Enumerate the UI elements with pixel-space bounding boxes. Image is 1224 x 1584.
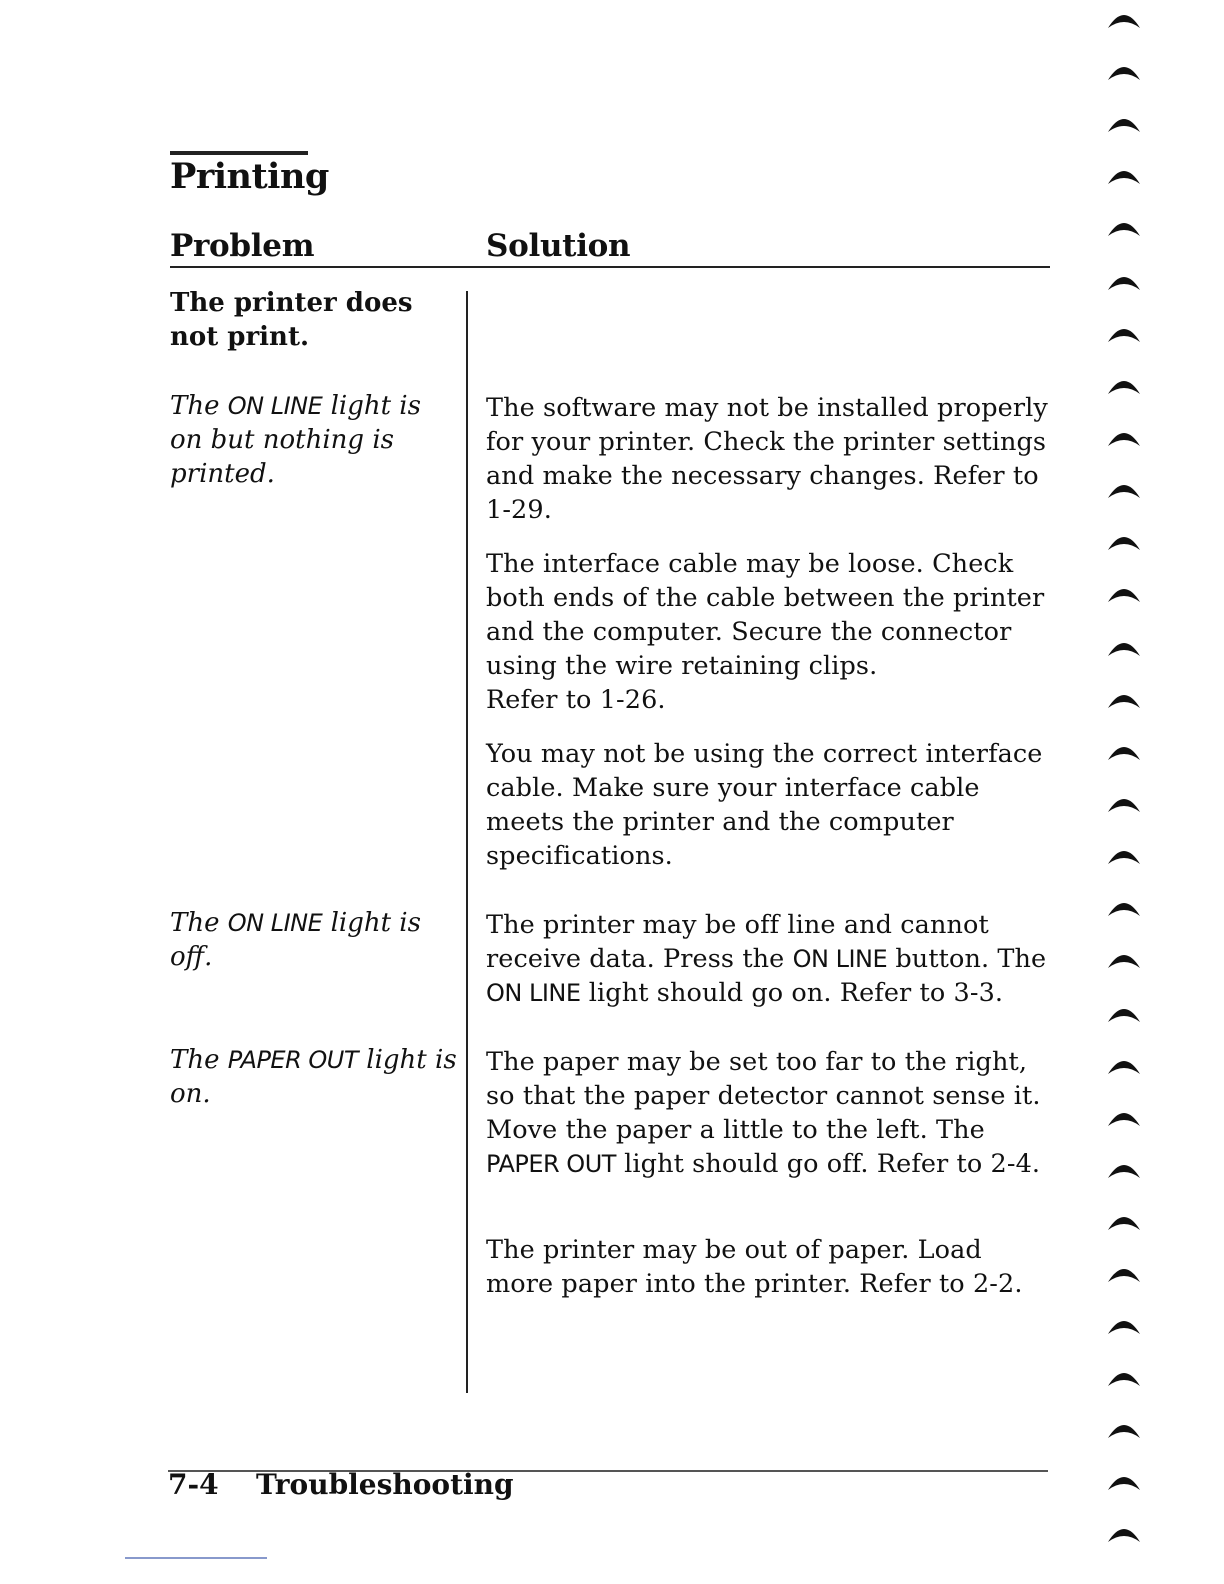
binding-hole-icon xyxy=(1108,695,1140,708)
chapter-title: Troubleshooting xyxy=(256,1468,514,1501)
solution-paper-position xyxy=(486,1045,1056,1181)
scan-edge-mark xyxy=(125,1557,267,1559)
problem-online-on xyxy=(170,389,460,491)
paper-out-label: PAPER OUT xyxy=(486,1150,616,1178)
binding-hole-icon xyxy=(1108,1009,1140,1022)
problem-text: The xyxy=(170,1045,220,1075)
binding-hole-icon xyxy=(1108,1477,1140,1490)
solution-text: The printer may be off line and cannot receive data. Press the xyxy=(486,910,989,974)
binding-hole-icon xyxy=(1108,747,1140,760)
page-number: 7-4 xyxy=(168,1468,219,1501)
binding-hole-icon xyxy=(1108,1113,1140,1126)
problem-online-off xyxy=(170,906,460,974)
solution-out-of-paper: The printer may be out of paper. Load more paper into the printer. Refer to 2-2. xyxy=(486,1235,1023,1299)
binding-hole-icon xyxy=(1108,329,1140,342)
column-divider xyxy=(466,291,468,1393)
solution-offline xyxy=(486,908,1056,1010)
solution-software: The software may not be installed properly for your printer. Check the printer settings and make the necessary changes. Refer to 1-29. xyxy=(486,393,1048,525)
online-label: ON LINE xyxy=(486,979,581,1007)
binding-hole-icon xyxy=(1108,485,1140,498)
column-header-problem: Problem xyxy=(170,228,315,264)
problem-text: light is on. xyxy=(170,1045,457,1109)
solution-text: button. The xyxy=(895,944,1047,974)
main-problem: The printer does not print. xyxy=(170,288,413,352)
binding-hole-icon xyxy=(1108,119,1140,132)
online-label: ON LINE xyxy=(792,945,888,973)
solution-cable-loose: The interface cable may be loose. Check both ends of the cable between the printer and the computer. Secure the connector using the wire retaining clips. xyxy=(486,549,1045,681)
solution-text: light should go on. Refer to 3-3. xyxy=(588,978,1004,1008)
binding-hole-icon xyxy=(1108,589,1140,602)
binding-hole-icon xyxy=(1108,643,1140,656)
solution-text: The paper may be set too far to the right, so that the paper detector cannot sense it. Move the paper a little to the left. The xyxy=(486,1047,1041,1145)
paper-out-label: PAPER OUT xyxy=(227,1046,359,1074)
binding-hole-icon xyxy=(1108,537,1140,550)
binding-hole-icon xyxy=(1108,1061,1140,1074)
solution-text: light should go off. Refer to 2-4. xyxy=(624,1149,1041,1179)
binding-hole-icon xyxy=(1108,851,1140,864)
binding-hole-icon xyxy=(1108,15,1140,28)
binding-hole-icon xyxy=(1108,1529,1140,1542)
binding-hole-icon xyxy=(1108,955,1140,968)
binding-hole-icon xyxy=(1108,1425,1140,1438)
spiral-binding xyxy=(1100,0,1160,1584)
problem-text: light is off. xyxy=(170,908,421,972)
binding-hole-icon xyxy=(1108,1165,1140,1178)
online-label: ON LINE xyxy=(227,392,323,420)
binding-hole-icon xyxy=(1108,799,1140,812)
column-header-solution: Solution xyxy=(486,228,631,264)
solution-cable-loose-ref: Refer to 1-26. xyxy=(486,685,666,715)
binding-hole-icon xyxy=(1108,1321,1140,1334)
problem-paper-out xyxy=(170,1043,462,1111)
online-label: ON LINE xyxy=(227,909,323,937)
binding-hole-icon xyxy=(1108,67,1140,80)
problem-text: The xyxy=(170,391,220,421)
problem-text: light is on but nothing is printed. xyxy=(170,391,421,489)
section-title: Printing xyxy=(170,156,329,197)
binding-hole-icon xyxy=(1108,223,1140,236)
binding-hole-icon xyxy=(1108,1373,1140,1386)
header-rule xyxy=(170,266,1050,268)
problem-text: The xyxy=(170,908,220,938)
binding-hole-icon xyxy=(1108,1217,1140,1230)
binding-hole-icon xyxy=(1108,171,1140,184)
binding-hole-icon xyxy=(1108,433,1140,446)
binding-hole-icon xyxy=(1108,277,1140,290)
solution-cable-wrong: You may not be using the correct interface cable. Make sure your interface cable meets the printer and the computer specifications. xyxy=(486,739,1043,871)
title-rule xyxy=(170,151,308,155)
binding-hole-icon xyxy=(1108,1269,1140,1282)
binding-hole-icon xyxy=(1108,903,1140,916)
binding-hole-icon xyxy=(1108,381,1140,394)
